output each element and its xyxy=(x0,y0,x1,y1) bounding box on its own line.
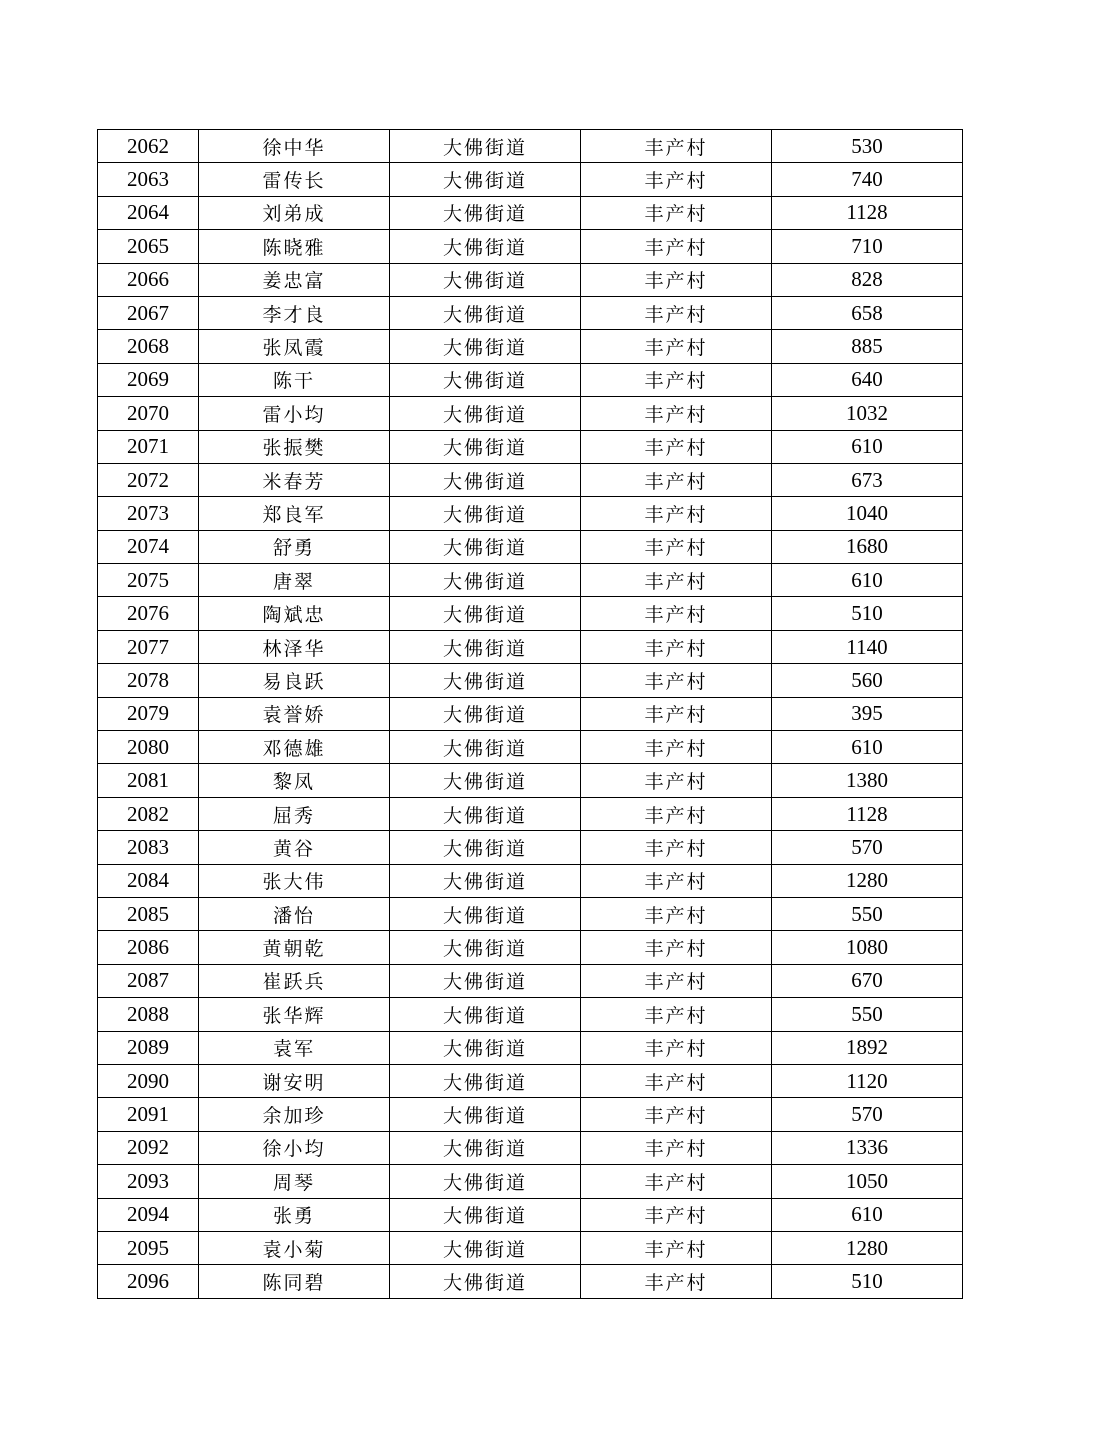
amount-cell: 610 xyxy=(772,430,963,463)
name-cell: 陈干 xyxy=(199,363,390,396)
amount-cell: 885 xyxy=(772,330,963,363)
amount-cell: 640 xyxy=(772,363,963,396)
name-cell: 林泽华 xyxy=(199,630,390,663)
row-number-cell: 2069 xyxy=(98,363,199,396)
street-cell: 大佛街道 xyxy=(390,564,581,597)
amount-cell: 1080 xyxy=(772,931,963,964)
street-cell: 大佛街道 xyxy=(390,230,581,263)
amount-cell: 1892 xyxy=(772,1031,963,1064)
table-row xyxy=(98,964,963,997)
table-row xyxy=(98,864,963,897)
amount-cell: 1128 xyxy=(772,196,963,229)
amount-cell: 1140 xyxy=(772,630,963,663)
name-cell: 雷小均 xyxy=(199,397,390,430)
table-row xyxy=(98,1098,963,1131)
amount-cell: 530 xyxy=(772,130,963,163)
row-number-cell: 2088 xyxy=(98,998,199,1031)
amount-cell: 610 xyxy=(772,731,963,764)
name-cell: 雷传长 xyxy=(199,163,390,196)
village-cell: 丰产村 xyxy=(581,1064,772,1097)
row-number-cell: 2064 xyxy=(98,196,199,229)
table-row xyxy=(98,564,963,597)
name-cell: 刘弟成 xyxy=(199,196,390,229)
name-cell: 袁军 xyxy=(199,1031,390,1064)
table-row xyxy=(98,630,963,663)
row-number-cell: 2094 xyxy=(98,1198,199,1231)
amount-cell: 395 xyxy=(772,697,963,730)
table-row xyxy=(98,731,963,764)
street-cell: 大佛街道 xyxy=(390,797,581,830)
row-number-cell: 2092 xyxy=(98,1131,199,1164)
row-number-cell: 2078 xyxy=(98,664,199,697)
village-cell: 丰产村 xyxy=(581,998,772,1031)
row-number-cell: 2085 xyxy=(98,897,199,930)
street-cell: 大佛街道 xyxy=(390,630,581,663)
table-row xyxy=(98,697,963,730)
table-row xyxy=(98,1231,963,1264)
village-cell: 丰产村 xyxy=(581,530,772,563)
village-cell: 丰产村 xyxy=(581,764,772,797)
village-cell: 丰产村 xyxy=(581,363,772,396)
amount-cell: 1032 xyxy=(772,397,963,430)
street-cell: 大佛街道 xyxy=(390,597,581,630)
name-cell: 陶斌忠 xyxy=(199,597,390,630)
amount-cell: 550 xyxy=(772,897,963,930)
name-cell: 邓德雄 xyxy=(199,731,390,764)
village-cell: 丰产村 xyxy=(581,430,772,463)
village-cell: 丰产村 xyxy=(581,731,772,764)
row-number-cell: 2096 xyxy=(98,1265,199,1298)
row-number-cell: 2084 xyxy=(98,864,199,897)
row-number-cell: 2082 xyxy=(98,797,199,830)
table-row xyxy=(98,664,963,697)
amount-cell: 510 xyxy=(772,597,963,630)
amount-cell: 828 xyxy=(772,263,963,296)
street-cell: 大佛街道 xyxy=(390,1098,581,1131)
village-cell: 丰产村 xyxy=(581,330,772,363)
table-row xyxy=(98,897,963,930)
name-cell: 张华辉 xyxy=(199,998,390,1031)
row-number-cell: 2062 xyxy=(98,130,199,163)
row-number-cell: 2076 xyxy=(98,597,199,630)
village-cell: 丰产村 xyxy=(581,1031,772,1064)
table-row xyxy=(98,931,963,964)
row-number-cell: 2067 xyxy=(98,296,199,329)
amount-cell: 1120 xyxy=(772,1064,963,1097)
data-table xyxy=(97,129,963,1299)
name-cell: 易良跃 xyxy=(199,664,390,697)
amount-cell: 610 xyxy=(772,1198,963,1231)
village-cell: 丰产村 xyxy=(581,1098,772,1131)
row-number-cell: 2072 xyxy=(98,463,199,496)
table-row xyxy=(98,430,963,463)
amount-cell: 570 xyxy=(772,831,963,864)
village-cell: 丰产村 xyxy=(581,263,772,296)
street-cell: 大佛街道 xyxy=(390,363,581,396)
amount-cell: 1050 xyxy=(772,1165,963,1198)
street-cell: 大佛街道 xyxy=(390,463,581,496)
name-cell: 徐小均 xyxy=(199,1131,390,1164)
row-number-cell: 2093 xyxy=(98,1165,199,1198)
row-number-cell: 2089 xyxy=(98,1031,199,1064)
table-body xyxy=(98,130,963,1299)
row-number-cell: 2073 xyxy=(98,497,199,530)
table-row xyxy=(98,397,963,430)
name-cell: 舒勇 xyxy=(199,530,390,563)
street-cell: 大佛街道 xyxy=(390,430,581,463)
row-number-cell: 2087 xyxy=(98,964,199,997)
street-cell: 大佛街道 xyxy=(390,163,581,196)
amount-cell: 1336 xyxy=(772,1131,963,1164)
name-cell: 李才良 xyxy=(199,296,390,329)
table-row xyxy=(98,764,963,797)
table-row xyxy=(98,797,963,830)
street-cell: 大佛街道 xyxy=(390,764,581,797)
amount-cell: 560 xyxy=(772,664,963,697)
street-cell: 大佛街道 xyxy=(390,1064,581,1097)
amount-cell: 658 xyxy=(772,296,963,329)
amount-cell: 673 xyxy=(772,463,963,496)
table-row xyxy=(98,196,963,229)
street-cell: 大佛街道 xyxy=(390,1031,581,1064)
name-cell: 徐中华 xyxy=(199,130,390,163)
name-cell: 袁小菊 xyxy=(199,1231,390,1264)
row-number-cell: 2065 xyxy=(98,230,199,263)
street-cell: 大佛街道 xyxy=(390,998,581,1031)
village-cell: 丰产村 xyxy=(581,897,772,930)
row-number-cell: 2095 xyxy=(98,1231,199,1264)
table-row xyxy=(98,296,963,329)
name-cell: 崔跃兵 xyxy=(199,964,390,997)
row-number-cell: 2081 xyxy=(98,764,199,797)
table-row xyxy=(98,597,963,630)
street-cell: 大佛街道 xyxy=(390,1265,581,1298)
village-cell: 丰产村 xyxy=(581,130,772,163)
row-number-cell: 2080 xyxy=(98,731,199,764)
street-cell: 大佛街道 xyxy=(390,897,581,930)
village-cell: 丰产村 xyxy=(581,397,772,430)
row-number-cell: 2068 xyxy=(98,330,199,363)
table-row xyxy=(98,330,963,363)
village-cell: 丰产村 xyxy=(581,1165,772,1198)
row-number-cell: 2077 xyxy=(98,630,199,663)
amount-cell: 1128 xyxy=(772,797,963,830)
row-number-cell: 2070 xyxy=(98,397,199,430)
street-cell: 大佛街道 xyxy=(390,1198,581,1231)
row-number-cell: 2063 xyxy=(98,163,199,196)
village-cell: 丰产村 xyxy=(581,564,772,597)
table-row xyxy=(98,263,963,296)
row-number-cell: 2086 xyxy=(98,931,199,964)
row-number-cell: 2075 xyxy=(98,564,199,597)
amount-cell: 710 xyxy=(772,230,963,263)
name-cell: 陈晓雅 xyxy=(199,230,390,263)
village-cell: 丰产村 xyxy=(581,831,772,864)
street-cell: 大佛街道 xyxy=(390,664,581,697)
row-number-cell: 2071 xyxy=(98,430,199,463)
amount-cell: 570 xyxy=(772,1098,963,1131)
village-cell: 丰产村 xyxy=(581,664,772,697)
street-cell: 大佛街道 xyxy=(390,330,581,363)
street-cell: 大佛街道 xyxy=(390,1165,581,1198)
village-cell: 丰产村 xyxy=(581,630,772,663)
row-number-cell: 2079 xyxy=(98,697,199,730)
street-cell: 大佛街道 xyxy=(390,530,581,563)
name-cell: 张凤霞 xyxy=(199,330,390,363)
name-cell: 姜忠富 xyxy=(199,263,390,296)
village-cell: 丰产村 xyxy=(581,196,772,229)
village-cell: 丰产村 xyxy=(581,597,772,630)
amount-cell: 1380 xyxy=(772,764,963,797)
table-row xyxy=(98,1031,963,1064)
street-cell: 大佛街道 xyxy=(390,864,581,897)
row-number-cell: 2074 xyxy=(98,530,199,563)
street-cell: 大佛街道 xyxy=(390,497,581,530)
name-cell: 余加珍 xyxy=(199,1098,390,1131)
name-cell: 周琴 xyxy=(199,1165,390,1198)
amount-cell: 1280 xyxy=(772,1231,963,1264)
table-row xyxy=(98,363,963,396)
amount-cell: 510 xyxy=(772,1265,963,1298)
table-row xyxy=(98,1131,963,1164)
village-cell: 丰产村 xyxy=(581,497,772,530)
village-cell: 丰产村 xyxy=(581,1131,772,1164)
village-cell: 丰产村 xyxy=(581,931,772,964)
village-cell: 丰产村 xyxy=(581,230,772,263)
name-cell: 米春芳 xyxy=(199,463,390,496)
name-cell: 张振樊 xyxy=(199,430,390,463)
table-row xyxy=(98,1198,963,1231)
street-cell: 大佛街道 xyxy=(390,296,581,329)
street-cell: 大佛街道 xyxy=(390,1231,581,1264)
amount-cell: 1680 xyxy=(772,530,963,563)
name-cell: 黎凤 xyxy=(199,764,390,797)
name-cell: 黄谷 xyxy=(199,831,390,864)
name-cell: 陈同碧 xyxy=(199,1265,390,1298)
table-row xyxy=(98,998,963,1031)
amount-cell: 550 xyxy=(772,998,963,1031)
name-cell: 郑良军 xyxy=(199,497,390,530)
street-cell: 大佛街道 xyxy=(390,1131,581,1164)
table-row xyxy=(98,1165,963,1198)
street-cell: 大佛街道 xyxy=(390,130,581,163)
table-row xyxy=(98,530,963,563)
street-cell: 大佛街道 xyxy=(390,831,581,864)
name-cell: 袁誉娇 xyxy=(199,697,390,730)
table-row xyxy=(98,1265,963,1298)
table-row xyxy=(98,463,963,496)
name-cell: 唐翠 xyxy=(199,564,390,597)
village-cell: 丰产村 xyxy=(581,1231,772,1264)
village-cell: 丰产村 xyxy=(581,964,772,997)
street-cell: 大佛街道 xyxy=(390,931,581,964)
amount-cell: 670 xyxy=(772,964,963,997)
street-cell: 大佛街道 xyxy=(390,964,581,997)
street-cell: 大佛街道 xyxy=(390,697,581,730)
street-cell: 大佛街道 xyxy=(390,196,581,229)
table-row xyxy=(98,130,963,163)
name-cell: 屈秀 xyxy=(199,797,390,830)
village-cell: 丰产村 xyxy=(581,864,772,897)
table-row xyxy=(98,1064,963,1097)
table-row xyxy=(98,163,963,196)
street-cell: 大佛街道 xyxy=(390,731,581,764)
row-number-cell: 2091 xyxy=(98,1098,199,1131)
table-row xyxy=(98,831,963,864)
street-cell: 大佛街道 xyxy=(390,397,581,430)
amount-cell: 1040 xyxy=(772,497,963,530)
village-cell: 丰产村 xyxy=(581,463,772,496)
amount-cell: 1280 xyxy=(772,864,963,897)
name-cell: 黄朝乾 xyxy=(199,931,390,964)
amount-cell: 610 xyxy=(772,564,963,597)
row-number-cell: 2066 xyxy=(98,263,199,296)
row-number-cell: 2083 xyxy=(98,831,199,864)
street-cell: 大佛街道 xyxy=(390,263,581,296)
table-row xyxy=(98,230,963,263)
table-row xyxy=(98,497,963,530)
village-cell: 丰产村 xyxy=(581,1265,772,1298)
name-cell: 张勇 xyxy=(199,1198,390,1231)
name-cell: 谢安明 xyxy=(199,1064,390,1097)
village-cell: 丰产村 xyxy=(581,1198,772,1231)
amount-cell: 740 xyxy=(772,163,963,196)
name-cell: 潘怡 xyxy=(199,897,390,930)
village-cell: 丰产村 xyxy=(581,296,772,329)
row-number-cell: 2090 xyxy=(98,1064,199,1097)
name-cell: 张大伟 xyxy=(199,864,390,897)
village-cell: 丰产村 xyxy=(581,163,772,196)
village-cell: 丰产村 xyxy=(581,797,772,830)
village-cell: 丰产村 xyxy=(581,697,772,730)
